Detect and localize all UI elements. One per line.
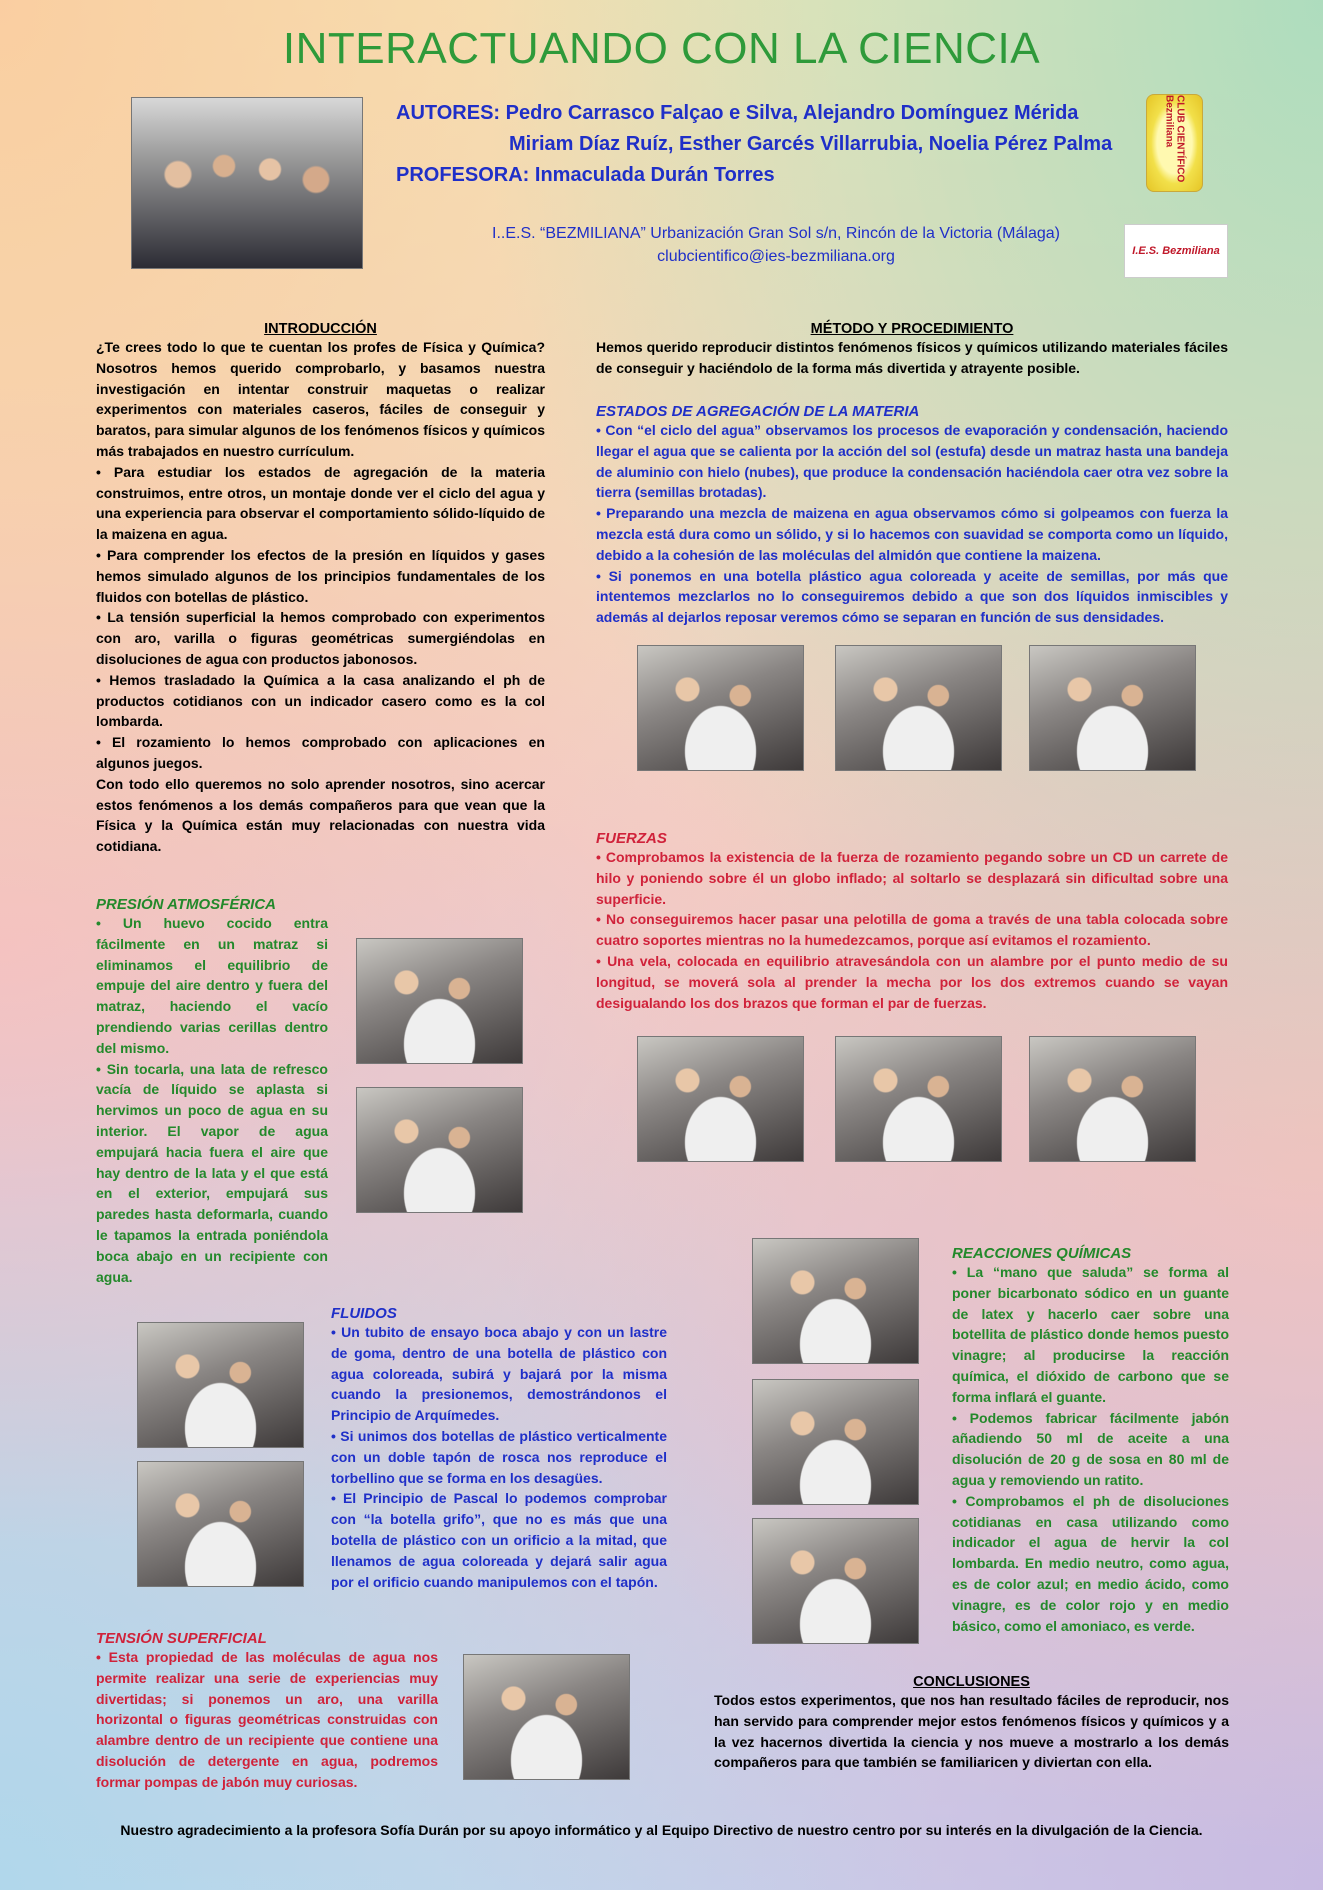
tension-section xyxy=(96,1630,438,1793)
authors-block xyxy=(396,98,1156,191)
authors-line1: Pedro Carrasco Falçao e Silva, Alejandro Domínguez Mérida xyxy=(505,102,1079,124)
fuerzas-photo-1 xyxy=(637,1036,804,1162)
reacciones-text xyxy=(952,1262,1229,1636)
intro-heading: INTRODUCCIÓN xyxy=(264,321,377,337)
intro-paragraph: • Para estudiar los estados de agregación de la materia construimos, entre otros, un montaje donde ver el ciclo del agua y una experiencia para observar el comportamiento sólido-líquido de la maizena en agua. xyxy=(96,463,545,543)
estados-paragraph: • Si ponemos en una botella plástico agua coloreada y aceite de semillas, por más que intentemos mezclarlos no lo conseguiremos debido a que son dos líquidos inmiscibles y además al dejarlos reposar veremos cómo se separan en función de sus densidades. xyxy=(596,567,1228,626)
estados-photo-1 xyxy=(637,645,804,771)
institution-block xyxy=(396,222,1156,268)
fluidos-photo-1 xyxy=(137,1322,304,1448)
reacciones-paragraph: • Comprobamos el ph de disoluciones cotidianas en casa utilizando como indicador el agua de hervir la col lombarda. En medio neutro, como agua, es de color azul; en medio ácido, como vinagre, es de color rojo y en medio básico, como el amoniaco, es verde. xyxy=(952,1492,1229,1634)
club-logo-text: CLUB CIENTÍFICO Bezmiliana xyxy=(1163,95,1186,183)
fluidos-paragraph: • El Principio de Pascal lo podemos comprobar con “la botella grifo”, que no es más que una botella de plástico con un orificio a la mitad, que llenamos de agua coloreada y dejará salir agua por el orificio cuando manipulemos con el tapón. xyxy=(331,1490,667,1590)
intro-paragraph: Con todo ello queremos no solo aprender nosotros, sino acercar estos fenómenos a los demás compañeros para que vean que la Física y la Química están muy relacionadas con nuestra vida cotidiana. xyxy=(96,775,545,855)
reacciones-photo-2 xyxy=(752,1379,919,1505)
estados-section xyxy=(596,403,1228,628)
group-photo xyxy=(131,97,363,269)
estados-paragraph: • Con “el ciclo del agua” observamos los procesos de evaporación y condensación, haciendo llegar el agua que se calienta por la acción del sol (estufa) desde un matraz hasta una bandeja de aluminio con hielo (nubes), que produce la condensación haciéndola caer otra vez sobre la tierra (semillas brotadas). xyxy=(596,422,1228,501)
metodo-heading: MÉTODO Y PROCEDIMIENTO xyxy=(810,321,1014,337)
presion-text xyxy=(96,913,328,1287)
fluidos-paragraph: • Si unimos dos botellas de plástico verticalmente con un doble tapón de rosca nos reproduce el torbellino que se forma en los desagües. xyxy=(331,1427,667,1486)
tension-photo xyxy=(463,1654,630,1780)
presion-section xyxy=(96,896,328,1287)
institution-email: clubcientifico@ies-bezmiliana.org xyxy=(657,248,895,265)
fuerzas-heading: FUERZAS xyxy=(596,830,667,847)
intro-paragraph: • Hemos trasladado la Química a la casa analizando el ph de productos cotidianos con un indicador casero como es la col lombarda. xyxy=(96,671,545,730)
intro-paragraph: ¿Te crees todo lo que te cuentan los profes de Física y Química? Nosotros hemos querido comprobarlo, y basamos nuestra investigación en intentar construir maquetas o realizar experimentos con materiales caseros, fáciles de conseguir y baratos, para simular algunos de los fenómenos físicos y químicos más trabajados en nuestro currículum. xyxy=(96,339,545,459)
teacher-label: PROFESORA: xyxy=(396,164,530,186)
estados-text xyxy=(596,420,1228,628)
estados-heading: ESTADOS DE AGREGACIÓN DE LA MATERIA xyxy=(596,403,920,420)
tension-paragraph: • Esta propiedad de las moléculas de agua nos permite realizar una serie de experiencias muy divertidas; si ponemos un aro, una varilla horizontal o figuras geométricas construidas con alambre dentro de un recipiente que contiene una disolución de detergente en agua, podremos formar pompas de jabón muy curiosas. xyxy=(96,1649,438,1790)
authors-line2: Miriam Díaz Ruíz, Esther Garcés Villarrubia, Noelia Pérez Palma xyxy=(509,133,1113,155)
reacciones-paragraph: • La “mano que saluda” se forma al poner bicarbonato sódico en un guante de latex y hacerlo caer sobre una botellita de plástico donde hemos puesto vinagre; al producirse la reacción química, el dióxido de carbono que se forma inflará el guante. xyxy=(952,1264,1229,1405)
ies-logo-text: I.E.S. Bezmiliana xyxy=(1132,245,1220,257)
fuerzas-paragraph: • Una vela, colocada en equilibrio atravesándola con un alambre por el punto medio de su longitud, se moverá sola al prender la mecha por los dos extremos cuando se vayan desigualando los dos brazos que forman el par de fuerzas. xyxy=(596,952,1228,1011)
fluidos-text xyxy=(331,1322,667,1592)
acknowledgement: Nuestro agradecimiento a la profesora Sofía Durán por su apoyo informático y al Equipo Directivo de nuestro centro por su interés en la divulgación de la Ciencia. xyxy=(120,1822,1203,1838)
fuerzas-photo-2 xyxy=(835,1036,1002,1162)
conclusiones-heading: CONCLUSIONES xyxy=(913,1674,1030,1690)
estados-paragraph: • Preparando una mezcla de maizena en agua observamos cómo si golpeamos con fuerza la mezcla está dura como un sólido, y si lo hacemos con suavidad se comporta como un líquido, debido a la cohesión de las moléculas del almidón que contiene la maizena. xyxy=(596,505,1228,563)
estados-photo-2 xyxy=(835,645,1002,771)
conclusiones-text: Todos estos experimentos, que nos han resultado fáciles de reproducir, nos han servido para comprender mejor estos fenómenos físicos y químicos y a la vez hacernos divertida la ciencia y nos mueve a mostrarlo a los demás compañeros para que también se familiaricen y diviertan con ella. xyxy=(714,1692,1229,1771)
estados-photo-3 xyxy=(1029,645,1196,771)
metodo-section xyxy=(596,321,1228,379)
fuerzas-section xyxy=(596,830,1228,1013)
intro-paragraph: • El rozamiento lo hemos comprobado con aplicaciones en algunos juegos. xyxy=(96,734,545,771)
conclusiones-section xyxy=(714,1674,1229,1773)
presion-photo-2 xyxy=(356,1087,523,1213)
institution-address: I..E.S. “BEZMILIANA” Urbanización Gran Sol s/n, Rincón de la Victoria (Málaga) xyxy=(492,225,1060,242)
presion-paragraph: • Un huevo cocido entra fácilmente en un matraz si eliminamos el equilibrio de empuje del aire dentro y fuera del matraz, haciendo el vacío prendiendo varias cerillas dentro del mismo. xyxy=(96,915,328,1056)
authors-label: AUTORES: xyxy=(396,102,501,124)
ies-logo xyxy=(1124,224,1228,278)
fluidos-section xyxy=(331,1305,667,1592)
fluidos-heading: FLUIDOS xyxy=(331,1305,397,1322)
fuerzas-photo-3 xyxy=(1029,1036,1196,1162)
teacher-name: Inmaculada Durán Torres xyxy=(534,164,775,186)
presion-paragraph: • Sin tocarla, una lata de refresco vacía de líquido se aplasta si hervimos un poco de agua en su interior. El vapor de agua empujará hacia fuera el aire que hay dentro de la lata y el que está en el exterior, empujará sus paredes hasta deformarla, cuando le tapamos la entrada poniéndola boca abajo en un recipiente con agua. xyxy=(96,1060,328,1285)
fuerzas-paragraph: • Comprobamos la existencia de la fuerza de rozamiento pegando sobre un CD un carrete de hilo y poniendo sobre él un globo inflado; al soltarlo se desplazará sin dificultad sobre una superficie. xyxy=(596,849,1228,907)
intro-section xyxy=(96,321,545,857)
fuerzas-paragraph: • No conseguiremos hacer pasar una pelotilla de goma a través de una tabla colocada sobre cuatro soportes mientras no la humedezcamos, porque así evitamos el rozamiento. xyxy=(596,911,1228,949)
poster-title: INTERACTUANDO CON LA CIENCIA xyxy=(282,24,1041,73)
club-cientifico-logo xyxy=(1146,94,1203,192)
intro-paragraph: • Para comprender los efectos de la presión en líquidos y gases hemos simulado algunos de los principios fundamentales de los fluidos con botellas de plástico. xyxy=(96,546,545,605)
intro-text xyxy=(96,337,545,857)
fluidos-paragraph: • Un tubito de ensayo boca abajo y con un lastre de goma, dentro de una botella de plástico con agua coloreada, subirá y bajará por la misma cuando la presionemos, demostrándonos el Principio de Arquímedes. xyxy=(331,1324,667,1424)
intro-paragraph: • La tensión superficial la hemos comprobado con experimentos con aro, varilla o figuras geométricas sumergiéndolas en disoluciones de agua con productos jabonosos. xyxy=(96,609,545,667)
fluidos-photo-2 xyxy=(137,1461,304,1587)
reacciones-section xyxy=(952,1245,1229,1636)
tension-text xyxy=(96,1647,438,1793)
reacciones-heading: REACCIONES QUÍMICAS xyxy=(952,1245,1132,1262)
reacciones-photo-3 xyxy=(752,1518,919,1644)
fuerzas-text xyxy=(596,847,1228,1013)
reacciones-paragraph: • Podemos fabricar fácilmente jabón añadiendo 50 ml de aceite a una disolución de 20 g de sosa en 80 ml de agua y removiendo un ratito. xyxy=(952,1409,1229,1488)
presion-photo-1 xyxy=(356,938,523,1064)
metodo-text: Hemos querido reproducir distintos fenómenos físicos y químicos utilizando materiales fáciles de conseguir y haciéndolo de la forma más divertida y atrayente posible. xyxy=(596,339,1228,376)
presion-heading: PRESIÓN ATMOSFÉRICA xyxy=(96,896,277,913)
tension-heading: TENSIÓN SUPERFICIAL xyxy=(96,1630,267,1647)
reacciones-photo-1 xyxy=(752,1238,919,1364)
